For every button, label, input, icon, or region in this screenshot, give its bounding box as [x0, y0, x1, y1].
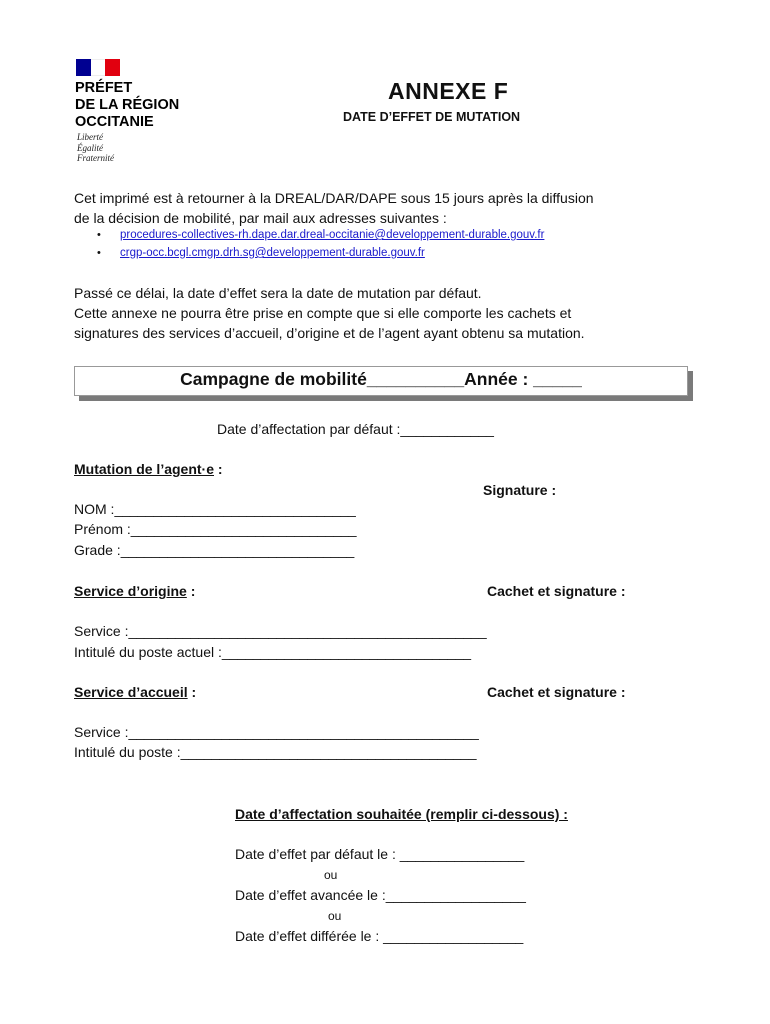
notice-line-2: Cette annexe ne pourra être prise en compte que si elle comporte les cachets et: [74, 305, 572, 321]
intro-line-1: Cet imprimé est à retourner à la DREAL/DAR/DAPE sous 15 jours après la diffusion: [74, 190, 594, 206]
or-separator-1: ou: [324, 868, 338, 882]
intro-line-2: de la décision de mobilité, par mail aux adresses suivantes :: [74, 210, 447, 226]
notice-line-3: signatures des services d’accueil, d’origine et de l’agent ayant obtenu sa mutation.: [74, 325, 585, 341]
page-title: ANNEXE F: [388, 78, 509, 104]
origin-section-heading: Service d’origine :: [74, 583, 196, 599]
republic-motto: Liberté Égalité Fraternité: [77, 132, 114, 163]
campaign-box: [74, 366, 688, 396]
prefet-logo-text: PRÉFET DE LA RÉGION OCCITANIE: [75, 80, 180, 130]
desired-date-heading: Date d’affectation souhaitée (remplir ci-dessous) :: [235, 806, 568, 822]
french-flag-logo: [76, 59, 120, 76]
or-separator-2: ou: [328, 909, 342, 923]
grade-field[interactable]: Grade :______________________________: [74, 542, 355, 558]
agent-section-heading: Mutation de l’agent·e :: [74, 461, 223, 477]
prenom-field[interactable]: Prénom :_____________________________: [74, 521, 357, 537]
email-link-2[interactable]: crgp-occ.bcgl.cmgp.drh.sg@developpement-durable.gouv.fr: [120, 247, 425, 259]
default-assignment-date: Date d’affectation par défaut :____________: [217, 421, 494, 437]
origin-cachet-label: Cachet et signature :: [487, 583, 626, 599]
email-link-1[interactable]: procedures-collectives-rh.dape.dar.dreal-occitanie@developpement-durable.gouv.fr: [120, 229, 545, 241]
accueil-poste-field[interactable]: Intitulé du poste :______________________________________: [74, 744, 477, 760]
page-subtitle: DATE D’EFFET DE MUTATION: [343, 110, 521, 124]
accueil-cachet-label: Cachet et signature :: [487, 684, 626, 700]
default-effect-date-field[interactable]: Date d’effet par défaut le : ________________: [235, 846, 525, 862]
origin-service-field[interactable]: Service :______________________________________________: [74, 623, 487, 639]
accueil-service-field[interactable]: Service :_____________________________________________: [74, 724, 479, 740]
nom-field[interactable]: NOM :_______________________________: [74, 501, 356, 517]
campaign-heading: Campagne de mobilité__________Année : _____: [180, 369, 582, 389]
bullet-2: •: [97, 247, 101, 259]
agent-signature-label: Signature :: [483, 482, 557, 498]
advanced-effect-date-field[interactable]: Date d’effet avancée le :__________________: [235, 887, 526, 903]
notice-line-1: Passé ce délai, la date d’effet sera la date de mutation par défaut.: [74, 285, 482, 301]
accueil-section-heading: Service d’accueil :: [74, 684, 197, 700]
deferred-effect-date-field[interactable]: Date d’effet différée le : __________________: [235, 928, 524, 944]
origin-poste-field[interactable]: Intitulé du poste actuel :________________________________: [74, 644, 472, 660]
bullet-1: •: [97, 229, 101, 241]
